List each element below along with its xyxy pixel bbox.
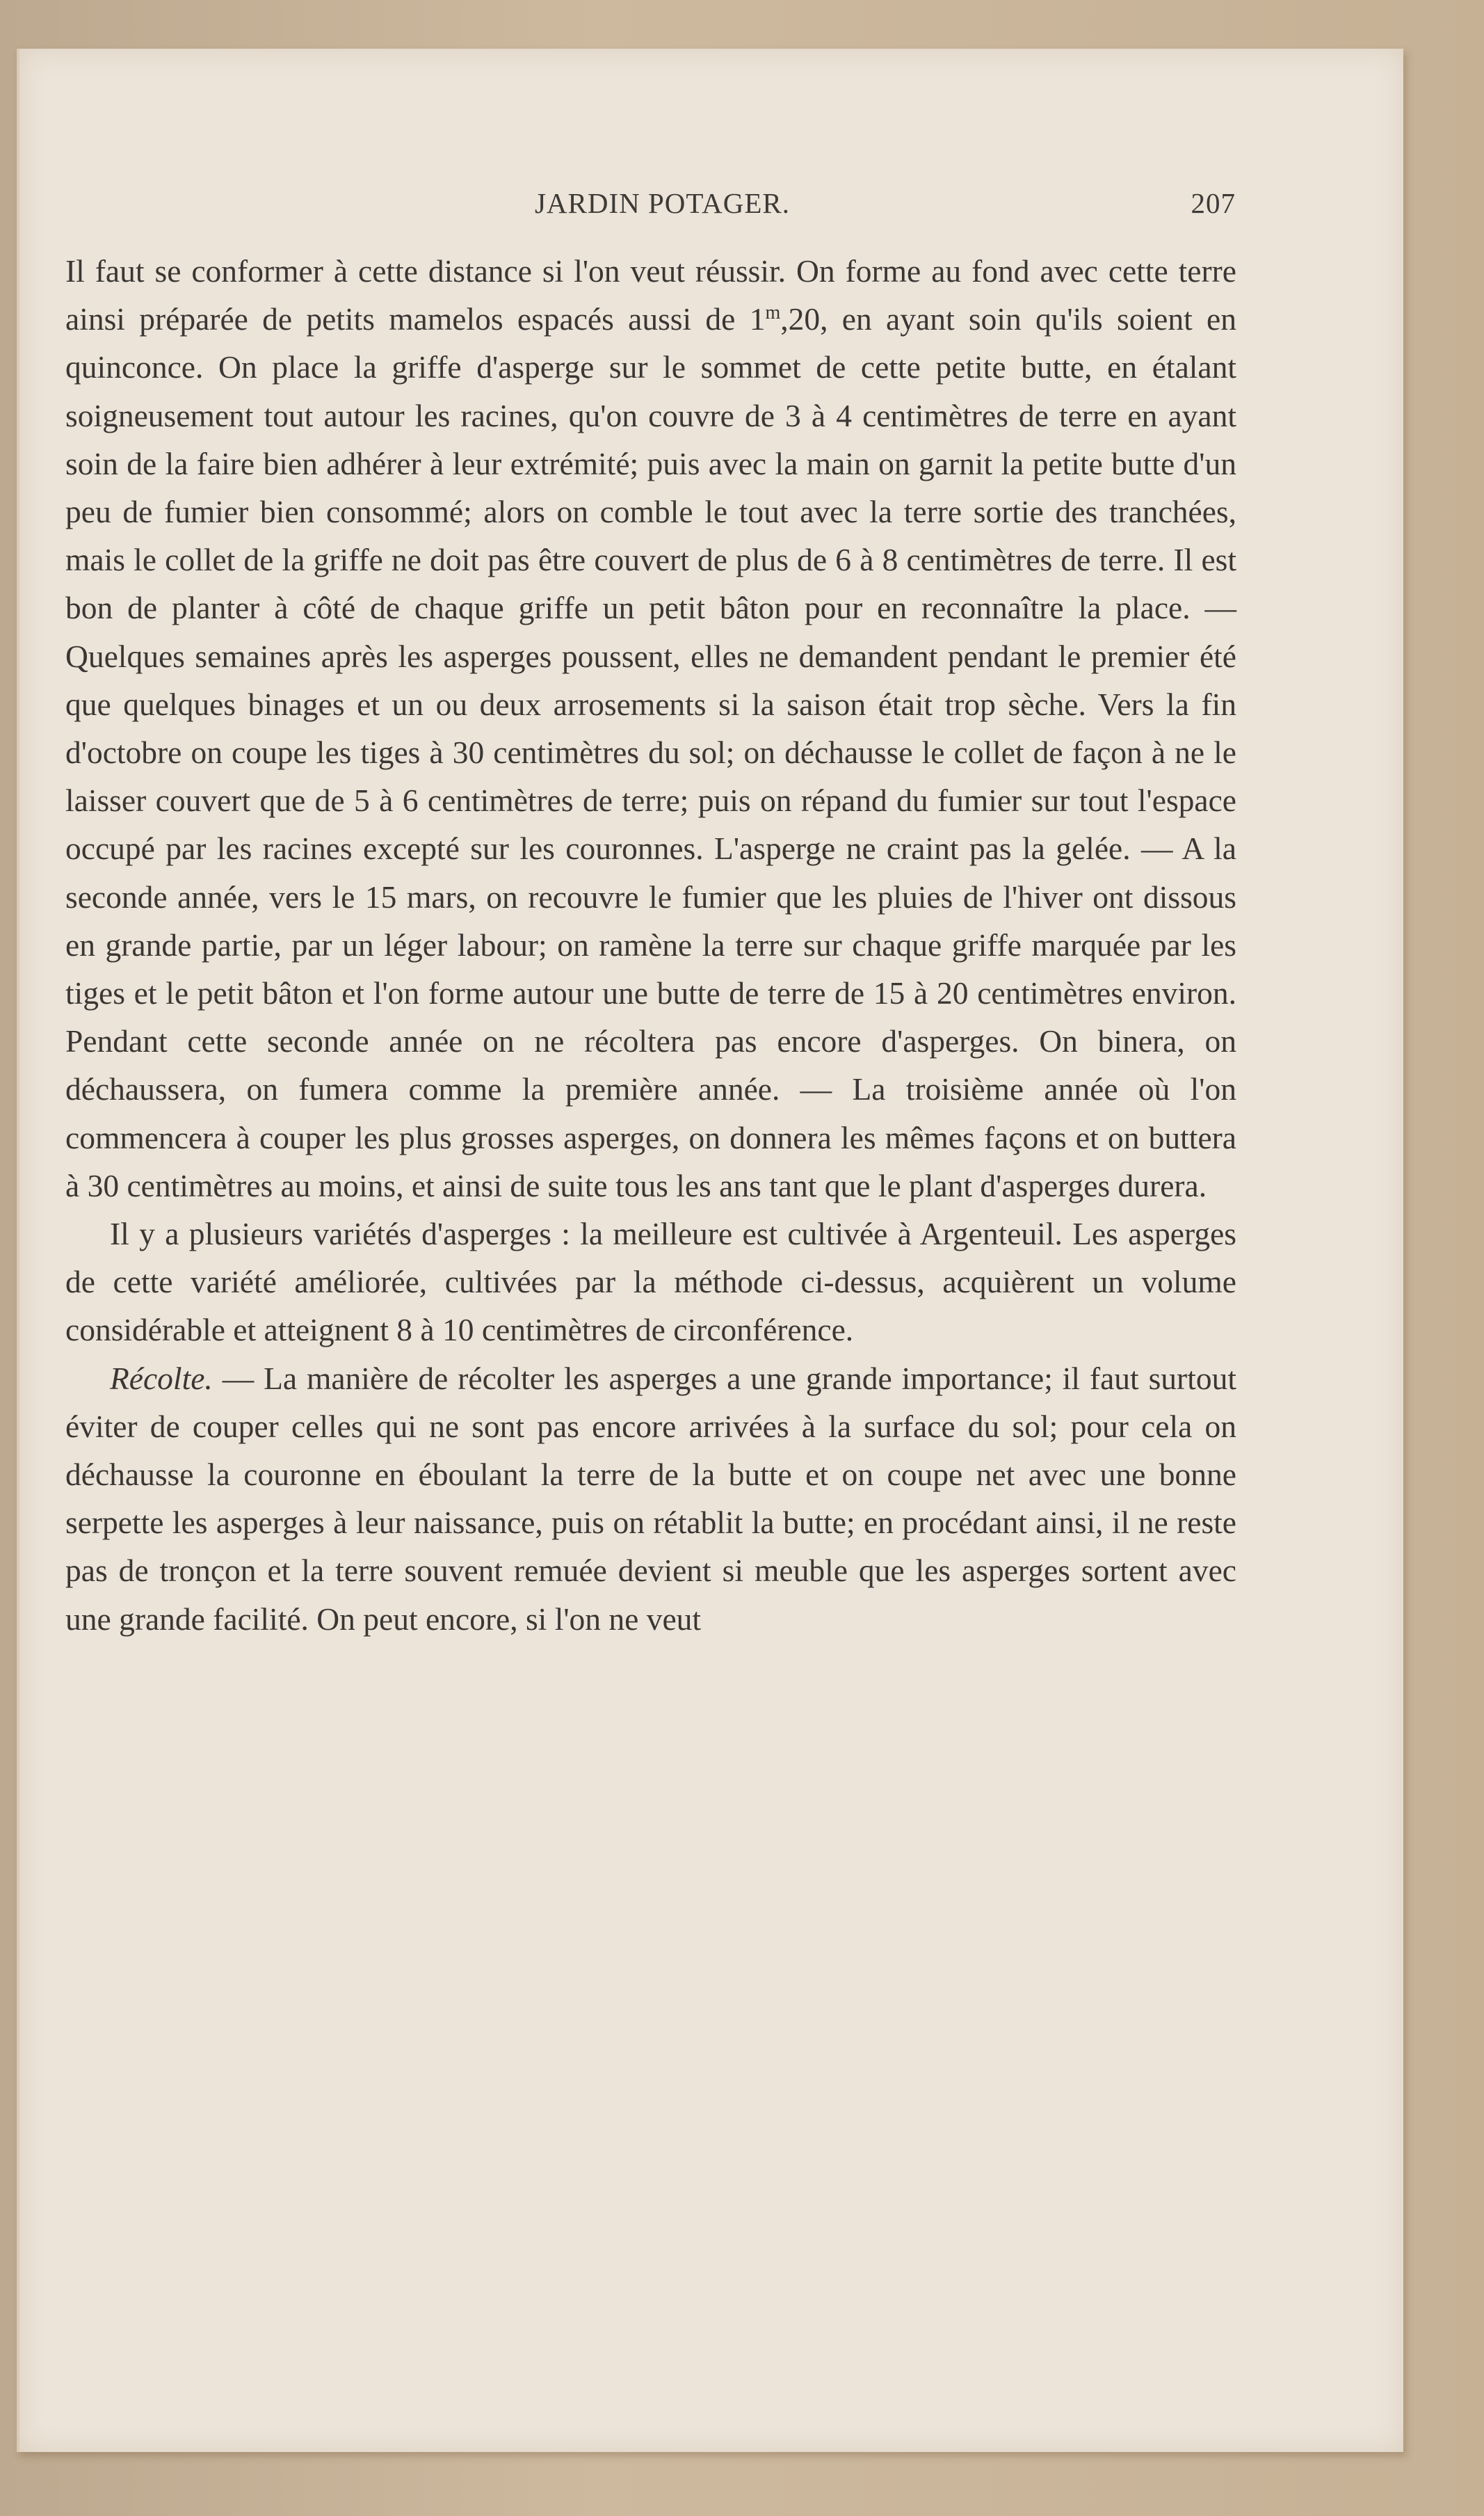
meter-superscript: m	[765, 302, 781, 324]
book-page	[17, 49, 1403, 2452]
paragraph-2: Il y a plusieurs variétés d'asperges : la meilleure est cultivée à Argenteuil. Les asperges de cette variété améliorée, cultivées par la méthode ci-dessus, acquièrent un volume considérable et atteignent 8 à 10 centimètres de circonférence.	[65, 1216, 1236, 1348]
running-title: JARDIN POTAGER.	[534, 187, 791, 219]
paragraph-1-part-b: ,20, en ayant soin qu'ils soient en quinconce. On place la griffe d'asperge sur le sommet de cette petite butte, en étalant soigneusement tout autour les racines, qu'on couvre de 3 à 4 centimètres de terre en ayant soin de la faire bien adhérer à leur extrémité; puis avec la main on garnit la petite butte d'un peu de fumier bien consommé; alors on comble le tout avec la terre sortie des tranchées, mais le collet de la griffe ne doit pas être couvert de plus de 6 à 8 centimètres de terre. Il est bon de planter à côté de chaque griffe un petit bâton pour en reconnaître la place. — Quelques semaines après les asperges poussent, elles ne demandent pendant le premier été que quelques binages et un ou deux arrosements si la saison était trop sèche. Vers la fin d'octobre on coupe les tiges à 30 centimètres du sol; on déchausse le collet de façon à ne le laisser couvert que de 5 à 6 centimètres de terre; puis on répand du fumier sur tout l'espace occupé par les racines excepté sur les couronnes. L'asperge ne craint pas la gelée. — A la seconde année, vers le 15 mars, on recouvre le fumier que les pluies de l'hiver ont dissous en grande partie, par un léger labour; on ramène la terre sur chaque griffe marquée par les tiges et le petit bâton et l'on forme autour une butte de terre de 15 à 20 centimètres environ. Pendant cette seconde année on ne récoltera pas encore d'asperges. On binera, on déchaussera, on fumera comme la première année. — La troisième année où l'on commencera à couper les plus grosses asperges, on donnera les mêmes façons et on buttera à 30 centimètres au moins, et ainsi de suite tous les ans tant que le plant d'asperges durera.	[65, 301, 1236, 1203]
paragraph-1-part-a: Il faut se conformer à cette distance si l'on veut réussir. On forme au fond avec cette terre ainsi préparée de petits mamelos espacés aussi de 1	[65, 253, 1236, 337]
body-text	[65, 247, 1236, 1643]
paragraph-3	[65, 1354, 1236, 1643]
page-number: 207	[1191, 187, 1236, 219]
paragraph-3-text: — La manière de récolter les asperges a une grande importance; il faut surtout éviter de couper celles qui ne sont pas encore arrivées à la surface du sol; pour cela on déchausse la couronne en éboulant la terre de la butte et on coupe net avec une bonne serpette les asperges à leur naissance, puis on rétablit la butte; en procédant ainsi, il ne reste pas de tronçon et la terre souvent remuée devient si meuble que les asperges sortent avec une grande facilité. On peut encore, si l'on ne veut	[65, 1360, 1236, 1637]
paragraph-1	[65, 247, 1236, 1210]
recolte-heading: Récolte.	[110, 1360, 213, 1396]
page-header	[89, 186, 1236, 228]
